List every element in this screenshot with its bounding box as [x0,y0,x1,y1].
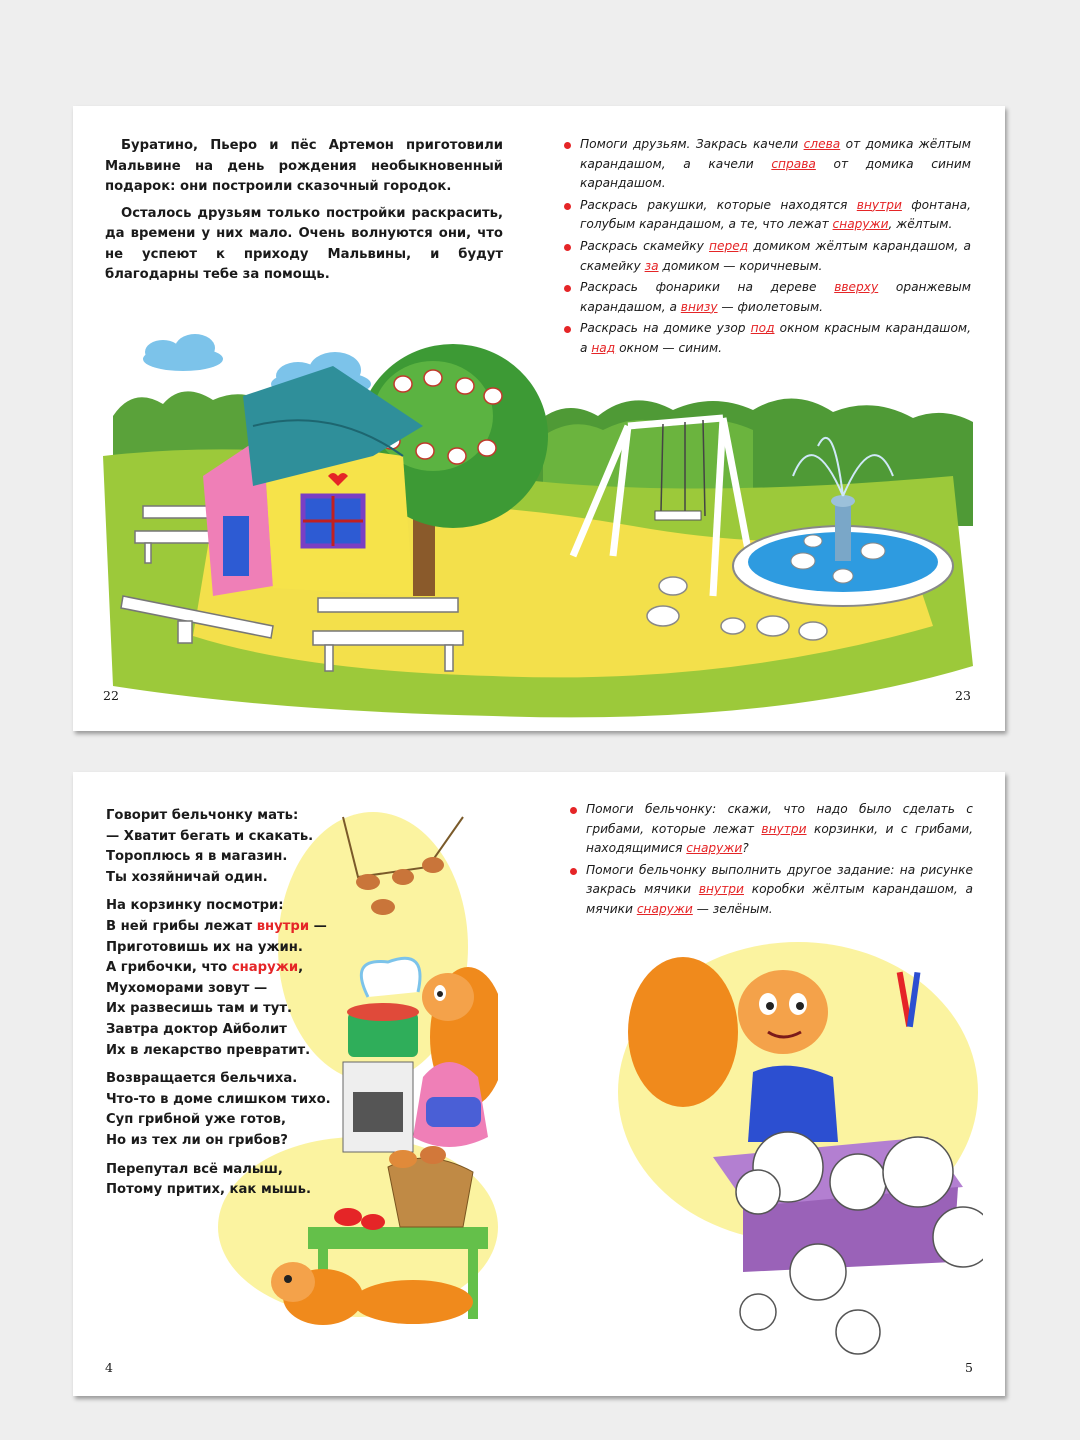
page-number-right: 23 [955,688,971,703]
poem-stanza [106,896,356,1061]
poem-line: Говорит бельчонку мать: [106,808,299,823]
keyword-highlight: снаружи [636,901,693,916]
poem-line: Их развесишь там и тут. [106,1001,293,1017]
poem-stanza [106,806,356,888]
keyword-highlight: внизу [680,299,718,314]
task-item: Помоги бельчонку: скажи, что надо было сделать с грибами, которые лежат внутри корзинки, и с грибами, находящимися снаружи? [569,800,973,859]
poem-line: Завтра доктор Айболит [106,1021,287,1037]
book-spread-pages-4-5 [73,772,1005,1396]
poem-line: Мухоморами зовут — [106,980,268,996]
poem-line: Приготовишь их на ужин. [106,939,303,955]
task-list [569,800,973,922]
keyword-highlight: за [644,258,659,273]
task-item: Помоги бельчонку выполнить другое задание: на рисунке закрась мячики внутри коробки жёлтым карандашом, а мячики снаружи — зелёным. [569,861,973,920]
cloud-left [143,334,223,371]
poem-line: Но из тех ли он грибов? [106,1132,288,1148]
poem-line: В ней грибы лежат внутри — [106,918,327,934]
keyword-highlight: внутри [856,197,902,212]
mushroom-basket [388,1146,473,1227]
swing-seat [655,511,701,520]
task-item: Раскрась скамейку перед домиком жёлтым карандашом, а скамейку за домиком — коричневым. [563,237,971,276]
keyword-highlight: справа [771,156,816,171]
poem-line: Что-то в доме слишком тихо. [106,1091,331,1107]
book-spread-pages-22-23 [73,106,1005,731]
poem-line: Возвращается бельчиха. [106,1071,298,1087]
poem-line: Потому притих, как мышь. [106,1182,311,1198]
keyword-highlight: внутри [761,821,807,836]
task-item: Раскрась на домике узор под окном красным карандашом, а над окном — синим. [563,319,971,358]
keyword-highlight: перед [709,238,749,253]
task-item: Раскрась фонарики на дереве вверху оранжевым карандашом, а внизу — фиолетовым. [563,278,971,317]
poem-line: — Хватит бегать и скакать. [106,828,314,844]
poem-stanza [106,1160,356,1201]
page-number-right: 5 [965,1360,973,1375]
poem-line: Их в лекарство превратит. [106,1042,311,1058]
poem [106,806,356,1209]
poem-line: Тороплюсь я в магазин. [106,849,288,865]
task-item: Раскрась ракушки, которые находятся внутри фонтана, голубым карандашом, а те, что лежат снаружи, жёлтым. [563,196,971,235]
keyword-highlight: над [591,340,616,355]
story-text [105,136,503,292]
keyword-highlight: слева [803,137,841,151]
poem-stanza [106,1069,356,1151]
keyword-highlight: снаружи [686,841,743,856]
poem-line: Перепутал всё малыш, [106,1161,283,1177]
ball-box-illustration [603,942,983,1382]
task-list [563,135,971,361]
poem-line: А грибочки, что снаружи, [106,960,304,976]
task-item: Помоги друзьям. Закрась качели слева от домика жёлтым карандашом, а качели справа от домика синим карандашом. [563,135,971,194]
page-number-left: 22 [103,688,119,703]
keyword-highlight: внутри [698,882,744,897]
keyword-highlight: снаружи [832,217,889,232]
poem-line: На корзинку посмотри: [106,898,284,914]
story-paragraph: Буратино, Пьеро и пёс Артемон приготовили Мальвине на день рождения необыкновенный подарок: они построили сказочный городок. [105,138,503,194]
keyword-highlight: вверху [834,280,879,295]
story-paragraph: Осталось друзьям только постройки раскрасить, да времени у них мало. Очень волнуются они, что не успеют к приходу Мальвины, и будут благодарны тебе за помощь. [105,205,503,282]
keyword-highlight: снаружи [231,960,299,976]
poem-line: Суп грибной уже готов, [106,1112,287,1128]
page-number-left: 4 [105,1360,113,1375]
keyword-highlight: внутри [256,918,310,934]
playground-illustration [73,326,1005,731]
keyword-highlight: под [750,321,775,336]
poem-line: Ты хозяйничай один. [106,869,268,885]
